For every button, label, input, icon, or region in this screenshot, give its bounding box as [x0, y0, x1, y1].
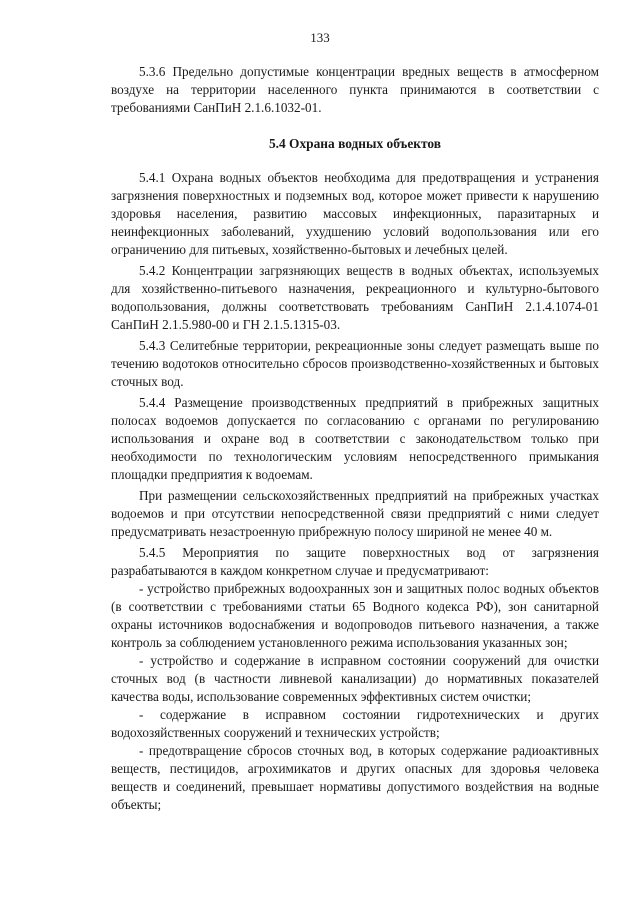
- page-number: 133: [310, 30, 330, 45]
- list-item: - устройство и содержание в исправном состоянии сооружений для очистки сточных вод (в частности ливневой канализации) до нормативных показателей качества воды, использование современных эффективных систем очистки;: [111, 653, 599, 704]
- paragraph-5-4-2: 5.4.2 Концентрации загрязняющих веществ в водных объектах, используемых для хозяйственно-питьевого назначения, рекреационного и культурно-бытового водопользования, должны соответствовать требованиям СанПиН 2.1.4.1074-01 СанПиН 2.1.5.980-00 и ГН 2.1.5.1315-03.: [111, 263, 599, 332]
- paragraph-agricultural: При размещении сельскохозяйственных предприятий на прибрежных участках водоемов и при отсутствии непосредственной связи предприятий с ними следует предусматривать незастроенную прибрежную полосу шириной не менее 40 м.: [111, 488, 599, 539]
- section-heading: 5.4 Охрана водных объектов: [268, 136, 442, 151]
- paragraph-5-4-4: 5.4.4 Размещение производственных предприятий в прибрежных защитных полосах водоемов допускается по согласованию с органами по регулированию использования и охране вод в соответствии с законодательством только при необходимости по технологическим условиям непосредственного примыкания площадки предприятия к водоемам.: [111, 395, 599, 482]
- paragraph-5-4-1: 5.4.1 Охрана водных объектов необходима для предотвращения и устранения загрязнения поверхностных и подземных вод, которое может привести к нарушению здоровья населения, развитию массовых инфекционных, паразитарных и неинфекционных заболеваний, ухудшению условий водопользования или его ограничению для питьевых, хозяйственно-бытовых и лечебных целей.: [111, 170, 599, 257]
- list-item: - устройство прибрежных водоохранных зон и защитных полос водных объектов (в соответствии с требованиями статьи 65 Водного кодекса РФ), зон санитарной охраны источников водоснабжения и водопроводов питьевого назначения, а также контроль за соблюдением установленного режима использования указанных зон;: [111, 581, 599, 650]
- paragraph-5-4-5: 5.4.5 Мероприятия по защите поверхностных вод от загрязнения разрабатываются в каждом конкретном случае и предусматривают:: [111, 545, 599, 578]
- list-item: - содержание в исправном состоянии гидротехнических и других водохозяйственных сооружений и технических устройств;: [111, 707, 599, 740]
- list-item: - предотвращение сбросов сточных вод, в которых содержание радиоактивных веществ, пестицидов, агрохимикатов и других опасных для здоровья человека веществ и соединений, превышает нормативы допустимого воздействия на водные объекты;: [111, 743, 599, 812]
- paragraph-5-3-6: 5.3.6 Предельно допустимые концентрации вредных веществ в атмосферном воздухе на территории населенного пункта принимаются в соответствии с требованиями СанПиН 2.1.6.1032-01.: [111, 64, 599, 115]
- document-body: [111, 63, 599, 814]
- paragraph-5-4-3: 5.4.3 Селитебные территории, рекреационные зоны следует размещать выше по течению водотоков относительно сбросов производственно-хозяйственных и бытовых сточных вод.: [111, 338, 599, 389]
